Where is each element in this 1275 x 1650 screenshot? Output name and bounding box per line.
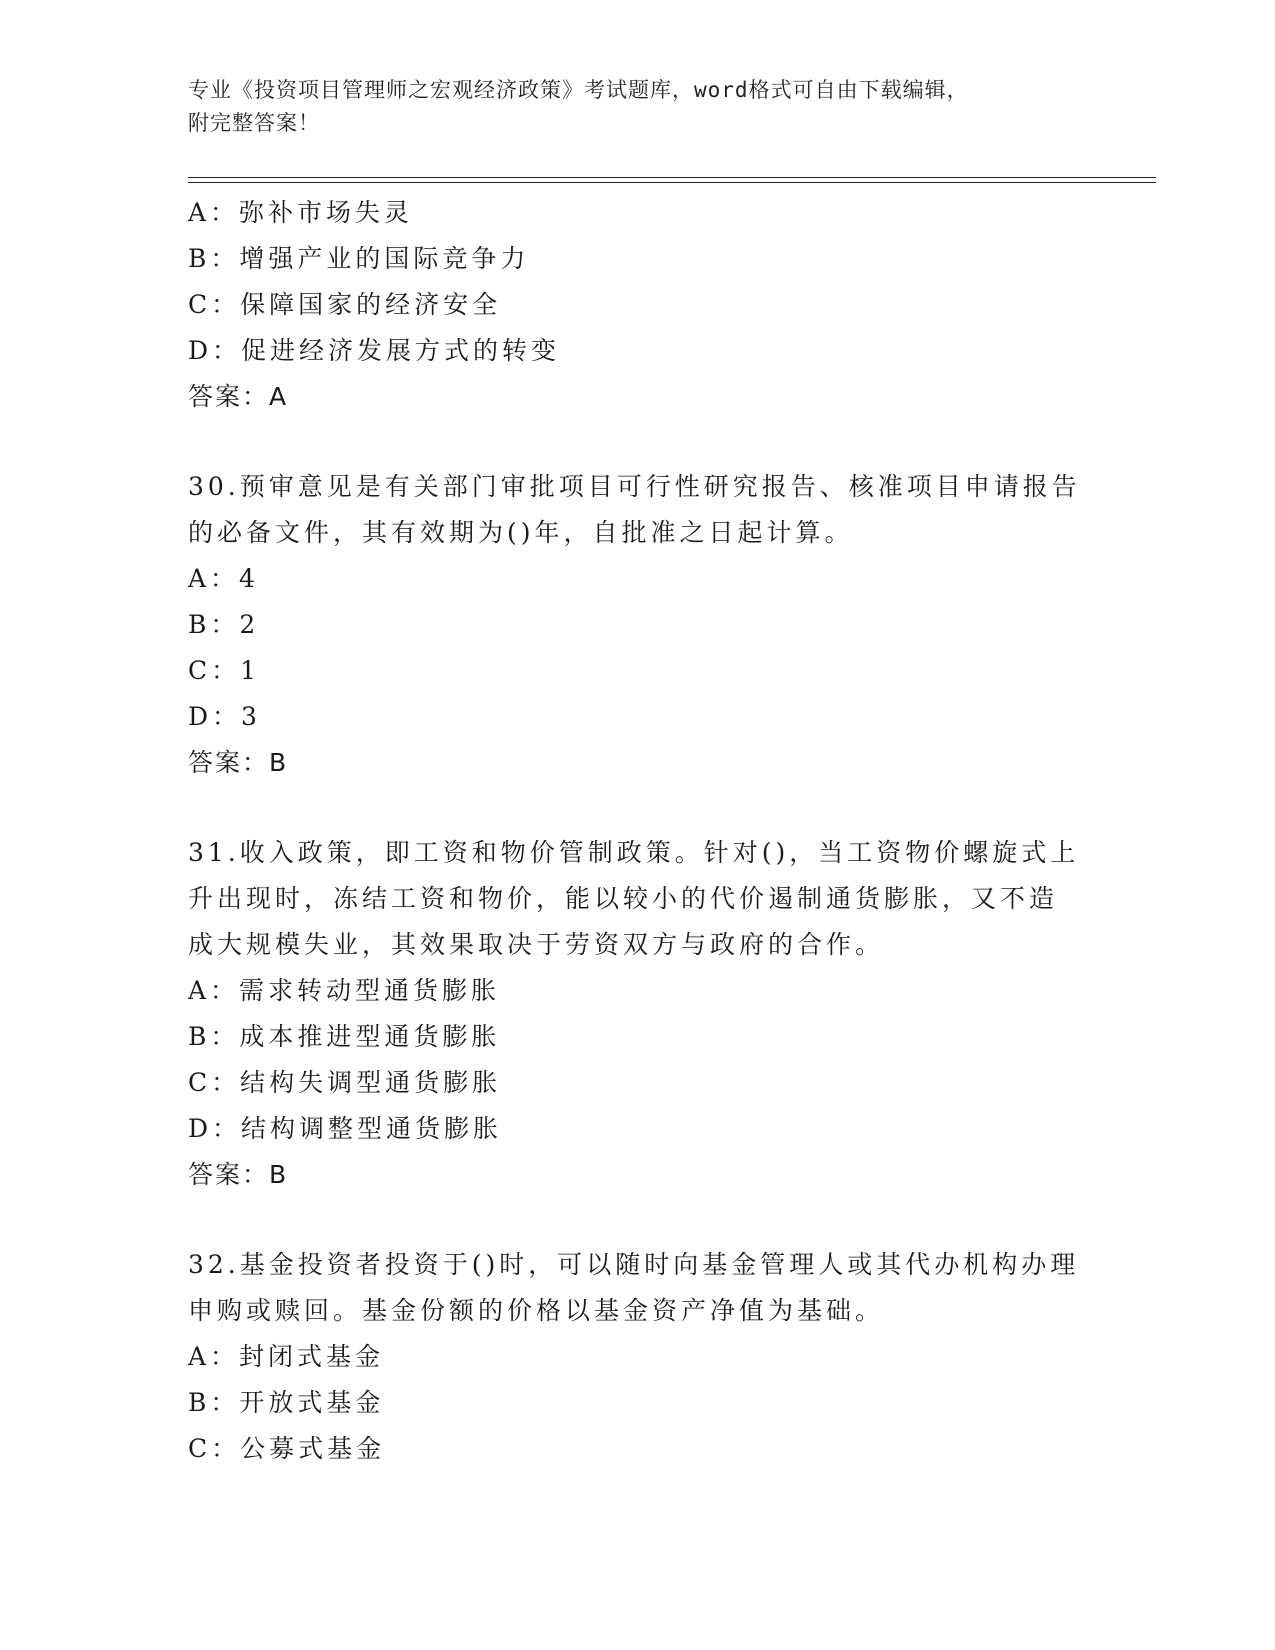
option-a: A：弥补市场失灵 <box>188 198 414 227</box>
option-a: A：需求转动型通货膨胀 <box>188 976 501 1005</box>
question-32 <box>188 1242 1088 1472</box>
header-divider-top <box>188 177 1156 178</box>
spacer <box>188 786 1088 830</box>
document-header <box>188 74 1088 140</box>
answer-text: 答案：A <box>188 382 289 411</box>
question-stem-line: 30.预审意见是有关部门审批项目可行性研究报告、核准项目申请报告 <box>188 472 1081 501</box>
option-c: C：保障国家的经济安全 <box>188 290 502 319</box>
spacer <box>188 1198 1088 1242</box>
option-d: D：3 <box>188 702 261 731</box>
question-stem-line: 成大规模失业，其效果取决于劳资双方与政府的合作。 <box>188 930 885 959</box>
question-stem-line: 申购或赎回。基金份额的价格以基金资产净值为基础。 <box>188 1296 885 1325</box>
question-list <box>188 190 1088 1472</box>
option-c: C：结构失调型通货膨胀 <box>188 1068 502 1097</box>
option-a: A：封闭式基金 <box>188 1342 385 1371</box>
spacer <box>188 420 1088 464</box>
question-stem-line: 的必备文件，其有效期为()年，自批准之日起计算。 <box>188 518 854 547</box>
option-b: B：2 <box>188 610 260 639</box>
option-d: D：促进经济发展方式的转变 <box>188 336 561 365</box>
question-30 <box>188 464 1088 786</box>
header-line-1: 专业《投资项目管理师之宏观经济政策》考试题库，word格式可自由下载编辑， <box>188 78 969 102</box>
option-a: A：4 <box>188 564 259 593</box>
header-divider-bottom <box>188 182 1156 183</box>
question-29 <box>188 190 1088 420</box>
answer-text: 答案：B <box>188 748 289 777</box>
question-stem-line: 32.基金投资者投资于()时，可以随时向基金管理人或其代办机构办理 <box>188 1250 1080 1279</box>
question-stem-line: 31.收入政策，即工资和物价管制政策。针对()，当工资物价螺旋式上 <box>188 838 1080 867</box>
option-b: B：增强产业的国际竞争力 <box>188 244 530 273</box>
option-c: C：1 <box>188 656 261 685</box>
option-c: C：公募式基金 <box>188 1434 386 1463</box>
option-b: B：成本推进型通货膨胀 <box>188 1022 501 1051</box>
option-d: D：结构调整型通货膨胀 <box>188 1114 503 1143</box>
answer-text: 答案：B <box>188 1160 289 1189</box>
question-31 <box>188 830 1088 1198</box>
option-b: B：开放式基金 <box>188 1388 385 1417</box>
header-line-2: 附完整答案！ <box>188 111 320 135</box>
question-stem-line: 升出现时，冻结工资和物价，能以较小的代价遏制通货膨胀，又不造 <box>188 884 1059 913</box>
